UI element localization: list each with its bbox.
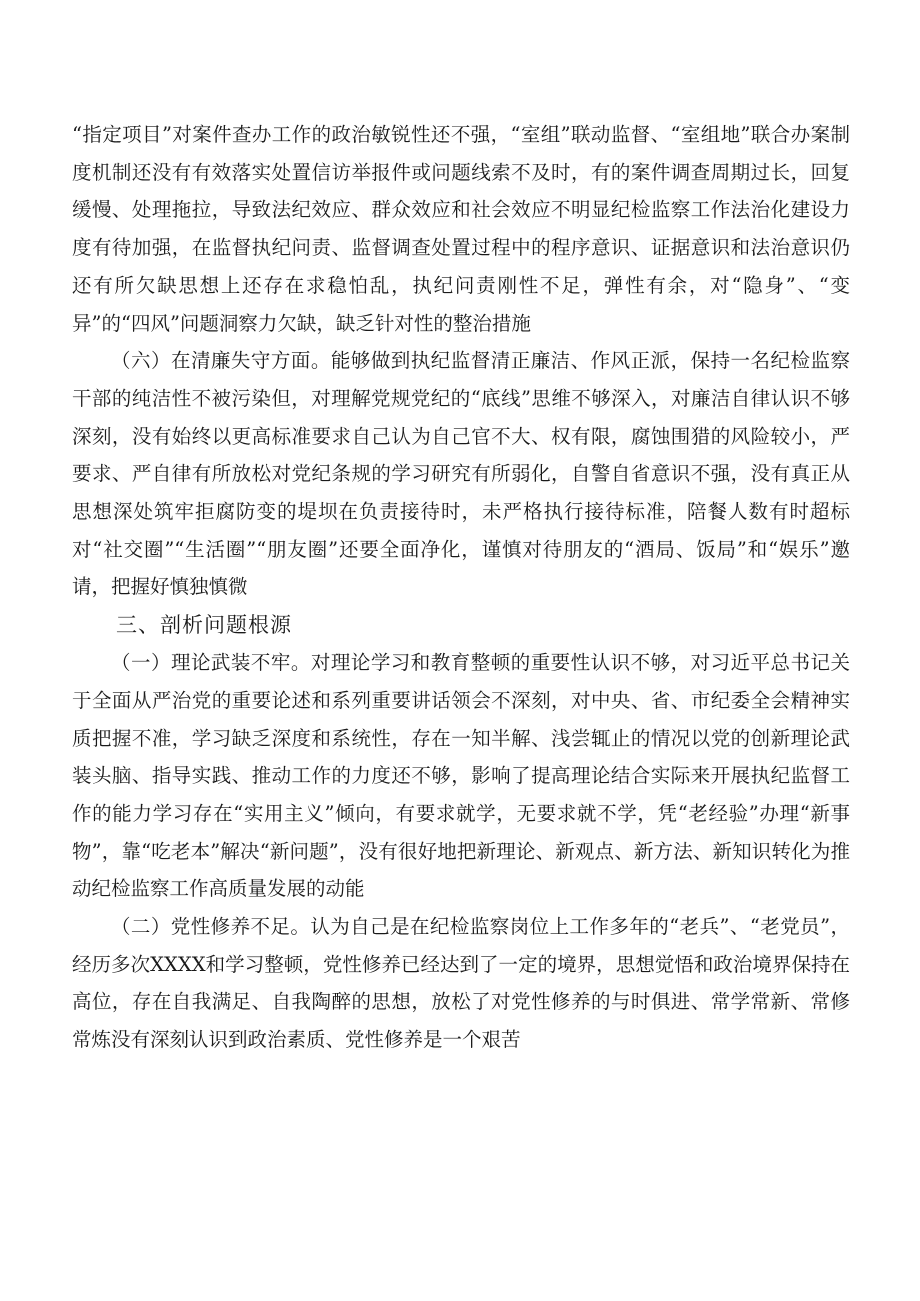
section-heading-root-causes: 三、剖析问题根源 [116, 613, 292, 638]
paragraph-continued: “指定项目”对案件查办工作的政治敏锐性还不强，“室组”联动监督、“室组地”联合办案制度机制还没有有效落实处置信访举报件或问题线索不及时，有的案件调查周期过长，回复缓慢、处理拖拉，导致法纪效应、群众效应和社会效应不明显纪检监察工作法治化建设力度有待加强，在监督执纪问责、监督调查处置过程中的程序意识、证据意识和法治意识仍还有所欠缺思想上还存在求稳怕乱，执纪问责刚性不足，弹性有余，对“隐身”、“变异”的“四风”问题洞察力欠缺，缺乏针对性的整治措施 [72, 123, 850, 335]
paragraph-party-spirit: （二）党性修养不足。认为自己是在纪检监察岗位上工作多年的“老兵”、“老党员”，经历多次XXXX和学习整顿，党性修养已经达到了一定的境界，思想觉悟和政治境界保持在高位，存在自我满足、自我陶醉的思想，放松了对党性修养的与时俱进、常学常新、常修常炼没有深刻认识到政治素质、党性修养是一个艰苦 [72, 915, 850, 1052]
paragraph-clean-integrity: （六）在清廉失守方面。能够做到执纪监督清正廉洁、作风正派，保持一名纪检监察干部的纯洁性不被污染但，对理解党规党纪的“底线”思维不够深入，对廉洁自律认识不够深刻，没有始终以更高标准要求自己认为自己官不大、权有限，腐蚀围猎的风险较小，严要求、严自律有所放松对党纪条规的学习研究有所弱化，自警自省意识不强，没有真正从思想深处筑牢拒腐防变的堤坝在负责接待时，未严格执行接待标准，陪餐人数有时超标对“社交圈”“生活圈”“朋友圈”还要全面净化，谨慎对待朋友的“酒局、饭局”和“娱乐”邀请，把握好慎独慎微 [72, 349, 850, 599]
paragraph-theory-armament: （一）理论武装不牢。对理论学习和教育整顿的重要性认识不够，对习近平总书记关于全面从严治党的重要论述和系列重要讲话领会不深刻，对中央、省、市纪委全会精神实质把握不准，学习缺乏深度和系统性，存在一知半解、浅尝辄止的情况以党的创新理论武装头脑、指导实践、推动工作的力度还不够，影响了提高理论结合实际来开展执纪监督工作的能力学习存在“实用主义”倾向，有要求就学，无要求就不学，凭“老经验”办理“新事物”，靠“吃老本”解决“新问题”，没有很好地把新理论、新观点、新方法、新知识转化为推动纪检监察工作高质量发展的动能 [72, 651, 850, 901]
